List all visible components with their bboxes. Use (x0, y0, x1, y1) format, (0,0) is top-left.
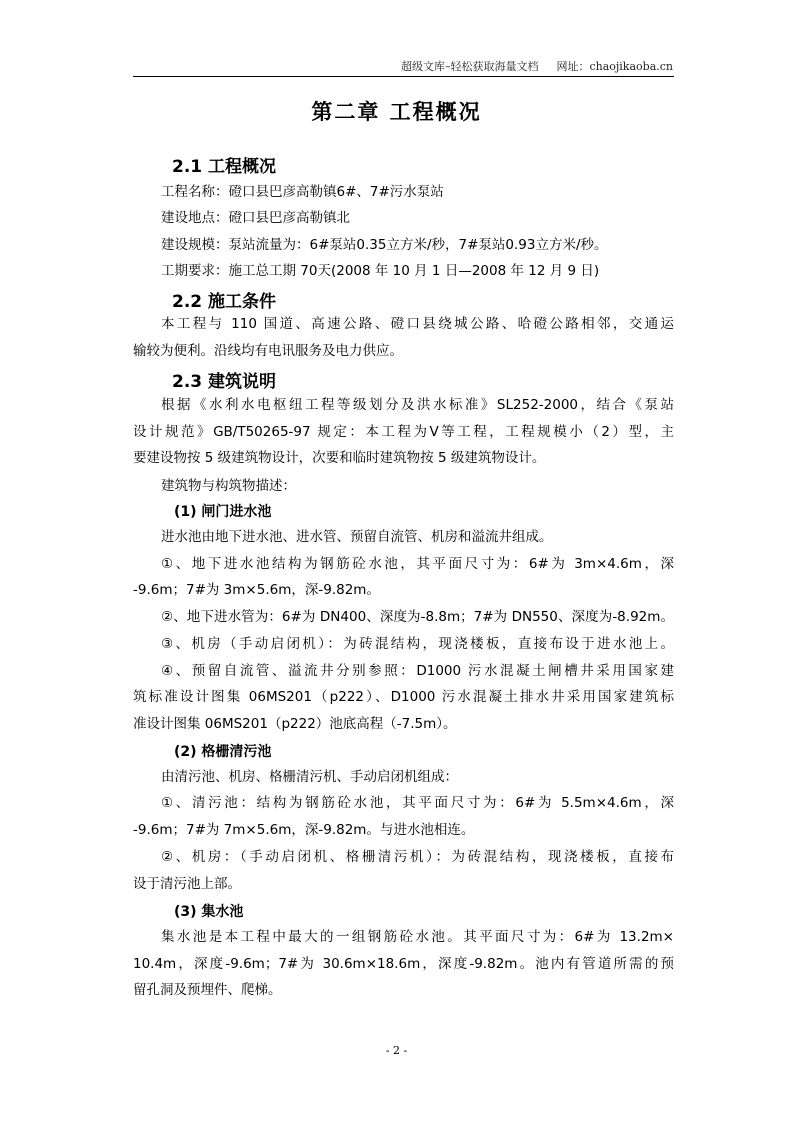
text-line: 工程名称：磴口县巴彦高勒镇6#、7#污水泵站 (161, 184, 444, 200)
text-line: 建设规模：泵站流量为：6#泵站0.35立方米/秒，7#泵站0.93立方米/秒。 (161, 237, 608, 253)
text-line: 建筑物与构筑物描述： (161, 478, 296, 494)
section-heading-2-2: 2.2 施工条件 (172, 292, 277, 312)
page-number: - 2 - (385, 1044, 408, 1057)
page-header (383, 58, 673, 74)
text-line: ①、地下进水池结构为钢筋砼水池，其平面尺寸为：6#为 3m×4.6m，深 (161, 556, 674, 572)
text-line: 留孔洞及预埋件、爬梯。 (133, 982, 282, 998)
text-line: 建设地点：磴口县巴彦高勒镇北 (161, 210, 350, 226)
section-heading-2-3: 2.3 建筑说明 (172, 372, 277, 392)
text-line: 由清污池、机房、格栅清污机、手动启闭机组成： (161, 769, 458, 785)
text-line: 输较为便利。沿线均有电讯服务及电力供应。 (133, 343, 403, 359)
text-line: 本工程与 110 国道、高速公路、磴口县绕城公路、哈磴公路相邻，交通运 (161, 316, 674, 332)
text-line: 工期要求：施工总工期 70天(2008 年 10 月 1 日—2008 年 12 月 9 日) (161, 263, 600, 279)
header-url: 网址：chaojikaoba.cn (556, 60, 673, 73)
text-line: -9.6m；7#为 3m×5.6m，深-9.82m。 (133, 582, 380, 598)
section-heading-2-1: 2.1 工程概况 (172, 157, 277, 177)
text-line: ①、清污池：结构为钢筋砼水池，其平面尺寸为：6#为 5.5m×4.6m，深 (161, 795, 674, 811)
header-rule (133, 76, 674, 77)
text-line: 要建设物按 5 级建筑物设计，次要和临时建筑物按 5 级建筑物设计。 (133, 450, 546, 466)
text-line: 根据《水利水电枢纽工程等级划分及洪水标准》SL252-2000，结合《泵站 (161, 397, 674, 413)
text-line: 10.4m，深度-9.6m；7#为 30.6m×18.6m，深度-9.82m。池内有管道所需的预 (133, 956, 674, 972)
text-line: 进水池由地下进水池、进水管、预留自流管、机房和溢流井组成。 (161, 529, 553, 545)
subsection-heading-3: (3) 集水池 (174, 904, 244, 920)
text-line: 设计规范》GB/T50265-97 规定：本工程为Ⅴ等工程，工程规模小（2）型，主 (133, 424, 674, 440)
text-line: 集水池是本工程中最大的一组钢筋砼水池。其平面尺寸为：6#为 13.2m× (161, 929, 674, 945)
text-line: 设于清污池上部。 (133, 876, 241, 892)
text-line: 准设计图集 06MS201（p222）池底高程（-7.5m）。 (133, 716, 457, 732)
subsection-heading-2: (2) 格栅清污池 (174, 744, 272, 760)
text-line: ④、预留自流管、溢流井分别参照：D1000 污水混凝土闸槽井采用国家建 (161, 663, 674, 679)
chapter-title: 第二章 工程概况 (311, 100, 482, 124)
header-site: 超级文库–轻松获取海量文档 (400, 60, 539, 73)
text-line: ③、机房（手动启闭机）：为砖混结构，现浇楼板，直接布设于进水池上。 (161, 636, 674, 652)
text-line: ②、地下进水管为：6#为 DN400、深度为-8.8m；7#为 DN550、深度为-8.92m。 (161, 609, 674, 625)
text-line: 筑标准设计图集 06MS201（p222）、D1000 污水混凝土排水井采用国家建筑标 (133, 689, 674, 705)
text-line: -9.6m；7#为 7m×5.6m，深-9.82m。与进水池相连。 (133, 822, 475, 838)
subsection-heading-1: (1) 闸门进水池 (174, 504, 272, 520)
text-line: ②、机房：（手动启闭机、格栅清污机）：为砖混结构，现浇楼板，直接布 (161, 849, 674, 865)
